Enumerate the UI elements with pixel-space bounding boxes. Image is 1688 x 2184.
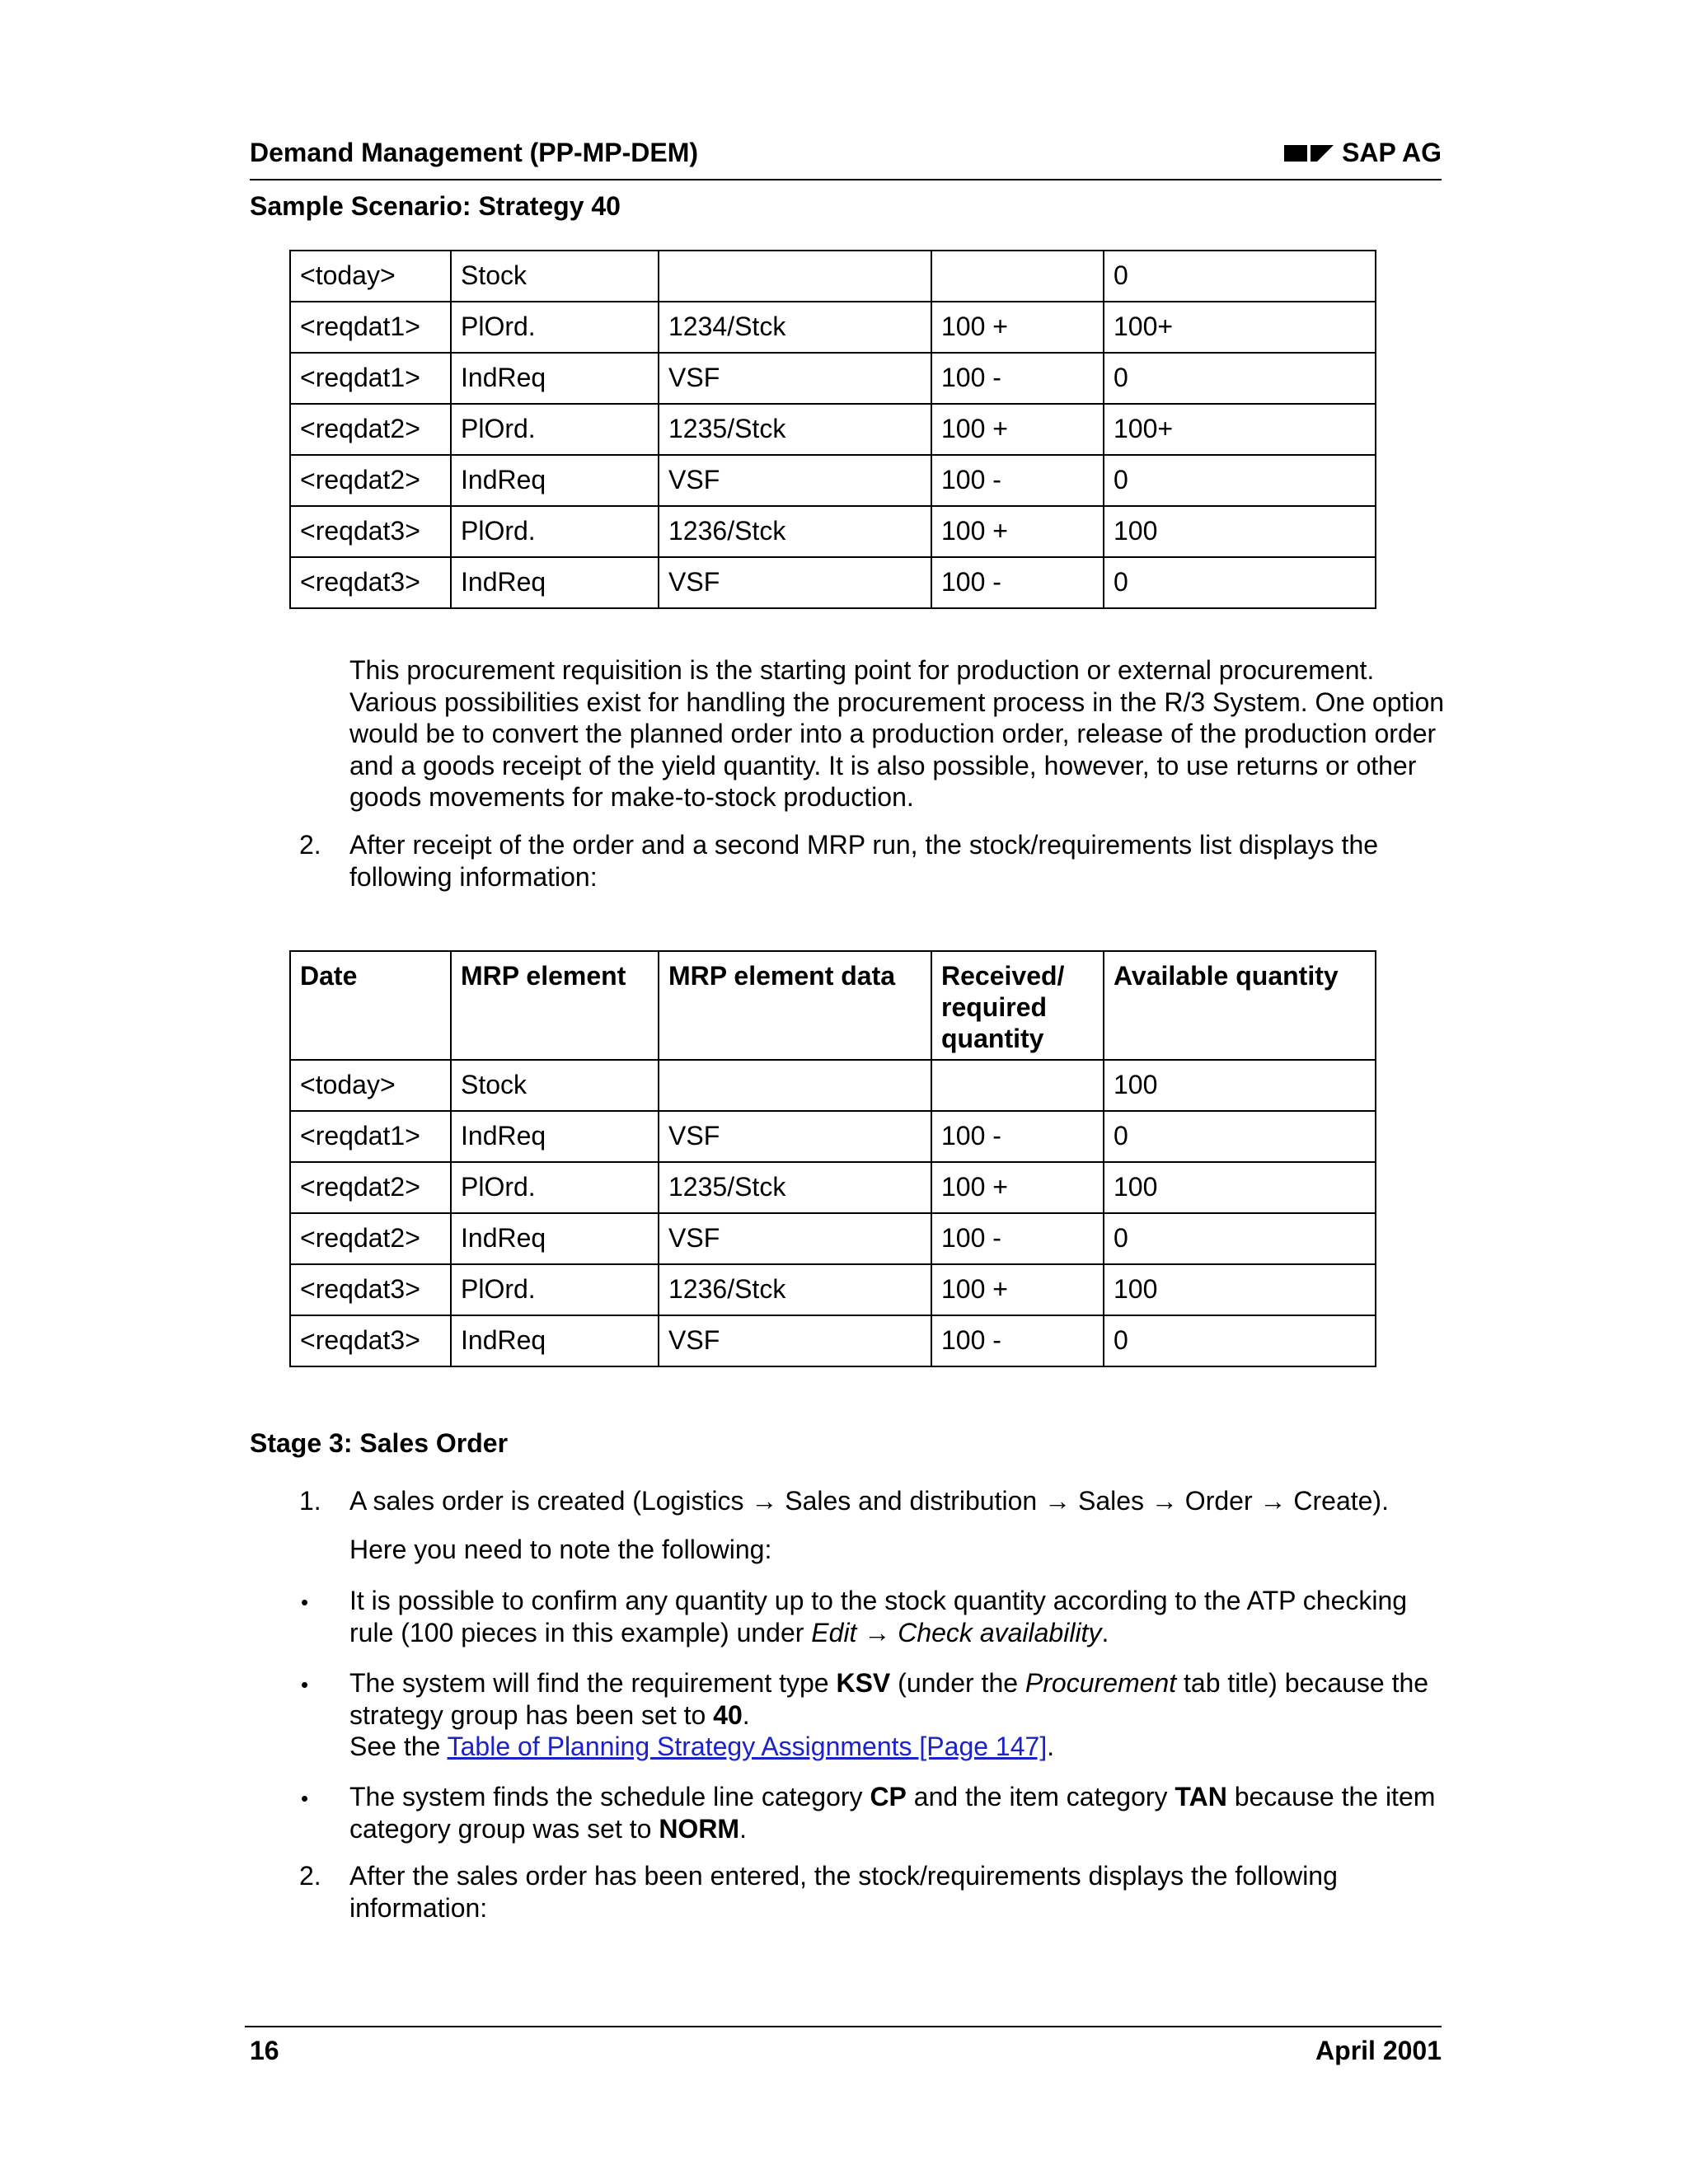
table-cell: PlOrd.: [451, 1264, 659, 1315]
table-cell: 100 -: [931, 455, 1104, 506]
publication-date: April 2001: [1315, 2036, 1442, 2065]
table-cell: 100 +: [931, 1162, 1104, 1213]
table-cell: <reqdat1>: [290, 302, 451, 353]
stock-requirements-table-2: [289, 950, 1376, 1367]
table-cell: 100 -: [931, 1111, 1104, 1162]
table-cell: IndReq: [451, 1111, 659, 1162]
table-cell: 1236/Stck: [659, 1264, 931, 1315]
bullet-3-text: The system finds the schedule line category CP and the item category TAN because the item category group was set to NORM.: [349, 1782, 1436, 1844]
document-title: Demand Management (PP-MP-DEM): [250, 138, 699, 167]
step-2-text: After receipt of the order and a second MRP run, the stock/requirements list displays the following information:: [349, 830, 1379, 892]
table-row: [290, 1162, 1376, 1213]
table-cell: VSF: [659, 1315, 931, 1366]
sap-logo-icon: [1284, 143, 1334, 163]
table-cell: PlOrd.: [451, 1162, 659, 1213]
table-cell: VSF: [659, 557, 931, 608]
column-header: MRP element: [451, 951, 659, 1060]
table-cell: Stock: [451, 251, 659, 302]
stock-requirements-table-1: [289, 250, 1376, 609]
table-cell: Stock: [451, 1060, 659, 1111]
table-cell: 100: [1104, 1060, 1376, 1111]
table-row: [290, 557, 1376, 608]
table-cell: 1235/Stck: [659, 1162, 931, 1213]
table-cell: <today>: [290, 251, 451, 302]
table-cell: 0: [1104, 557, 1376, 608]
bullet-icon: •: [301, 1672, 309, 1697]
table-row: [290, 1060, 1376, 1111]
table-cell: <reqdat2>: [290, 1162, 451, 1213]
table-cell: PlOrd.: [451, 302, 659, 353]
table-row: [290, 302, 1376, 353]
table-cell: <reqdat3>: [290, 557, 451, 608]
table-row: [290, 455, 1376, 506]
table-cell: VSF: [659, 1213, 931, 1264]
table-cell: 100 -: [931, 1213, 1104, 1264]
table-cell: 0: [1104, 1315, 1376, 1366]
stage3-item-1-note: Here you need to note the following:: [349, 1535, 772, 1564]
table-cell: 100: [1104, 506, 1376, 557]
table-cell: [659, 251, 931, 302]
arrow-icon: →: [1151, 1486, 1178, 1516]
table-cell: <reqdat2>: [290, 1213, 451, 1264]
table-cell: 100 +: [931, 404, 1104, 455]
table-cell: 0: [1104, 1111, 1376, 1162]
table-cell: 1235/Stck: [659, 404, 931, 455]
table-cell: 100 -: [931, 353, 1104, 404]
table-cell: 1234/Stck: [659, 302, 931, 353]
table-cell: IndReq: [451, 557, 659, 608]
stage3-item-2-text: After the sales order has been entered, the stock/requirements displays the following information:: [349, 1861, 1338, 1923]
arrow-icon: →: [1259, 1486, 1287, 1516]
procurement-paragraph: This procurement requisition is the starting point for production or external procurement. Various possibilities exist for handling the procurement process in the R/3 System. One option would be to convert the planned order into a production order, release of the production order and a goods receipt of the yield quantity. It is also possible, however, to use returns or other goods movements for make-to-stock production.: [349, 655, 1445, 812]
table-row: [290, 404, 1376, 455]
table-cell: IndReq: [451, 1315, 659, 1366]
table-cell: 100+: [1104, 302, 1376, 353]
table-row: [290, 1213, 1376, 1264]
table-row: [290, 1111, 1376, 1162]
table-cell: 100+: [1104, 404, 1376, 455]
table-cell: 100 +: [931, 302, 1104, 353]
stage-3-title: Stage 3: Sales Order: [250, 1428, 509, 1458]
table-cell: <reqdat3>: [290, 506, 451, 557]
table-cell: 100 +: [931, 506, 1104, 557]
table-cell: 100: [1104, 1264, 1376, 1315]
bullet-2-text: The system will find the requirement type KSV (under the Procurement tab title) because the strategy group has been set to 40. See the Table of Planning Strategy Assignments [Page 147].: [349, 1668, 1429, 1761]
table-cell: IndReq: [451, 353, 659, 404]
table-cell: 0: [1104, 455, 1376, 506]
table-cell: <reqdat2>: [290, 455, 451, 506]
section-subtitle: Sample Scenario: Strategy 40: [250, 191, 621, 221]
table-cell: [931, 251, 1104, 302]
table-cell: 100 -: [931, 1315, 1104, 1366]
table-cell: <reqdat2>: [290, 404, 451, 455]
table-cell: 0: [1104, 251, 1376, 302]
page-number: 16: [250, 2036, 279, 2065]
table-cell: <reqdat3>: [290, 1264, 451, 1315]
table-cell: 0: [1104, 1213, 1376, 1264]
table-cell: [659, 1060, 931, 1111]
table-cell: PlOrd.: [451, 404, 659, 455]
table-cell: [931, 1060, 1104, 1111]
table-cell: VSF: [659, 455, 931, 506]
table-cell: <reqdat1>: [290, 1111, 451, 1162]
table-cell: IndReq: [451, 455, 659, 506]
table-cell: IndReq: [451, 1213, 659, 1264]
stage3-item-1-text: A sales order is created (Logistics → Sales and distribution → Sales → Order → Create).: [349, 1486, 1389, 1516]
planning-strategy-table-link[interactable]: Table of Planning Strategy Assignments [Page 147]: [447, 1732, 1048, 1761]
page-footer: [245, 2026, 1442, 2077]
bullet-icon: •: [301, 1786, 309, 1811]
step-2-marker: 2.: [299, 830, 321, 860]
column-header: Received/ required quantity: [931, 951, 1104, 1060]
table-cell: 100 -: [931, 557, 1104, 608]
table-row: [290, 506, 1376, 557]
column-header: MRP element data: [659, 951, 931, 1060]
company-name: SAP AG: [1342, 138, 1442, 167]
table-row: [290, 1264, 1376, 1315]
sap-logo: [1284, 138, 1442, 168]
table-cell: 1236/Stck: [659, 506, 931, 557]
table-cell: 0: [1104, 353, 1376, 404]
arrow-icon: →: [1044, 1486, 1071, 1516]
stage3-item-1-marker: 1.: [299, 1486, 321, 1516]
table-row: [290, 353, 1376, 404]
table-cell: <reqdat3>: [290, 1315, 451, 1366]
table-row: [290, 251, 1376, 302]
table-cell: <today>: [290, 1060, 451, 1111]
table-cell: 100 +: [931, 1264, 1104, 1315]
column-header: Available quantity: [1104, 951, 1376, 1060]
table-cell: VSF: [659, 353, 931, 404]
table-row: [290, 1315, 1376, 1366]
table-cell: 100: [1104, 1162, 1376, 1213]
page-header: [250, 136, 1442, 180]
bullet-1-text: It is possible to confirm any quantity up to the stock quantity according to the ATP checking rule (100 pieces in this example) under Edit → Check availability.: [349, 1586, 1408, 1647]
arrow-icon: →: [751, 1486, 778, 1516]
bullet-icon: •: [301, 1590, 309, 1615]
table-cell: PlOrd.: [451, 506, 659, 557]
column-header: Date: [290, 951, 451, 1060]
table-cell: VSF: [659, 1111, 931, 1162]
table-header-row: [290, 951, 1376, 1060]
table-cell: <reqdat1>: [290, 353, 451, 404]
stage3-item-2-marker: 2.: [299, 1861, 321, 1891]
